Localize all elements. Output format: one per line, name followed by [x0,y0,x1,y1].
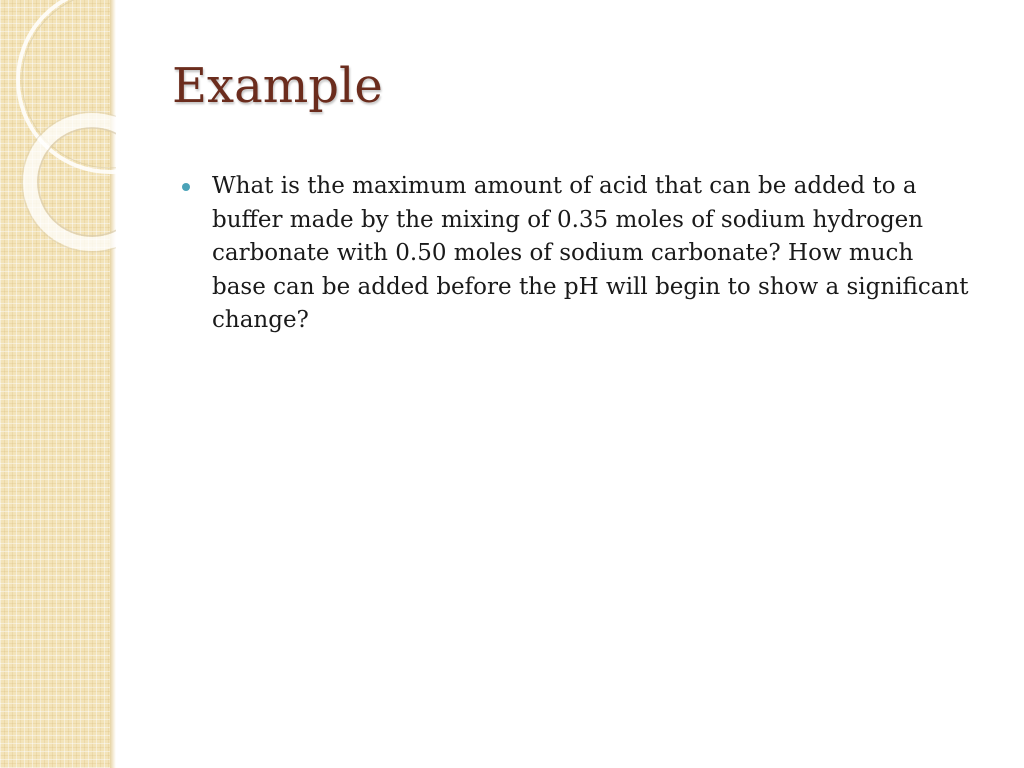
ring-decoration-icon [0,0,116,260]
bullet-dot-icon [182,183,190,191]
bullet-item [182,170,972,338]
bullet-text: What is the maximum amount of acid that can be added to a buffer made by the mixing of 0.35 moles of sodium hydrogen carbonate with 0.50 moles of sodium carbonate? How much base can be added before the pH will begin to show a significant change? [212,173,969,333]
slide-title: Example [172,58,383,114]
bullet-list [182,170,972,338]
